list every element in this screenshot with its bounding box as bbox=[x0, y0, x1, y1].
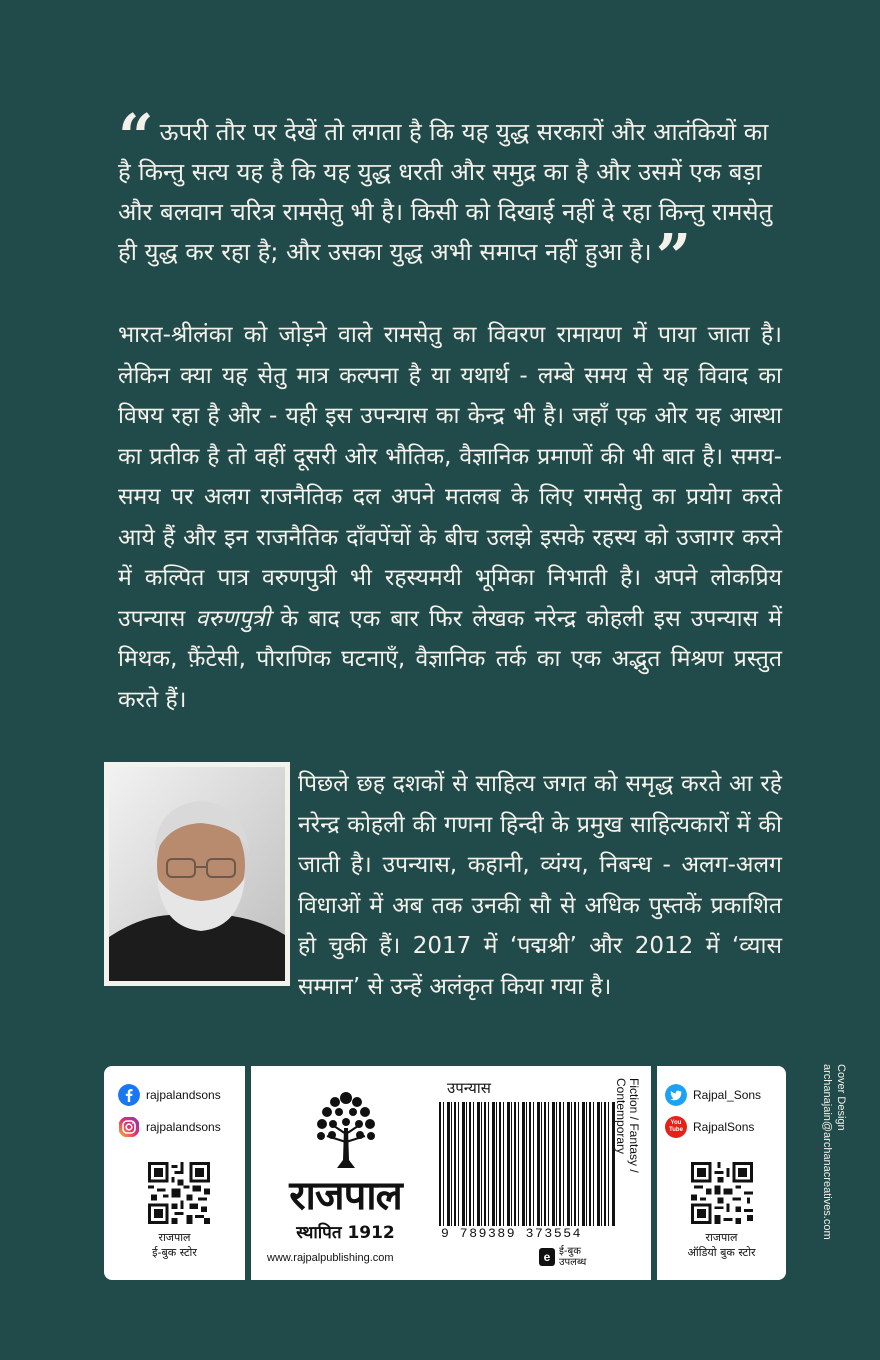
ebook-store-line1: राजपाल bbox=[158, 1231, 191, 1244]
publisher-website[interactable]: www.rajpalpublishing.com bbox=[267, 1252, 394, 1264]
twitter-handle[interactable] bbox=[665, 1084, 761, 1106]
youtube-label: RajpalSons bbox=[693, 1120, 755, 1134]
twitter-icon bbox=[665, 1084, 687, 1106]
audio-store-caption bbox=[657, 1230, 786, 1260]
instagram-handle[interactable] bbox=[118, 1116, 221, 1138]
ebook-line1: ई-बुक bbox=[559, 1246, 581, 1257]
social-panel-left bbox=[104, 1066, 245, 1280]
audio-store-line1: राजपाल bbox=[705, 1231, 738, 1244]
ebook-available-note bbox=[539, 1246, 586, 1268]
description-part2: के बाद एक बार फिर लेखक नरेन्द्र कोहली इस उपन्यास में मिथक, फ़ैंटेसी, पौराणिक घटनाएँ, वैज्ञानिक तर्क का एक अद्भुत मिश्रण प्रस्तुत करते हैं। bbox=[118, 605, 782, 713]
book-description bbox=[118, 315, 782, 720]
ebook-line2: उपलब्ध bbox=[559, 1257, 587, 1268]
credit-line1: Cover Design bbox=[835, 1064, 847, 1131]
isbn-digits: 9 789389 373554 bbox=[441, 1226, 583, 1241]
established-year: स्थापित 1912 bbox=[296, 1223, 395, 1243]
description-part1: भारत-श्रीलंका को जोड़ने वाले रामसेतु का विवरण रामायण में पाया जाता है। लेकिन क्या यह सेतु मात्र कल्पना है या यथार्थ - लम्बे समय से यह विवाद का विषय रहा है और - यही इस उपन्यास का केन्द्र भी है। जहाँ एक ओर यह आस्था का प्रतीक है तो वहीं दूसरी ओर भौतिक, वैज्ञानिक प्रमाणों की भी बात है। समय-समय पर अलग राजनैतिक दल अपने मतलब के लिए रामसेतु का प्रयोग करते आये हैं और इन राजनैतिक दाँवपेंचों के बीच उलझे इसके रहस्य को उजागर करने में कल्पित पात्र वरुणपुत्री भी रहस्यमयी भूमिका निभाती है। अपने लोकप्रिय उपन्यास bbox=[118, 322, 782, 632]
credit-line2[interactable]: archanajain@archanacreatives.com bbox=[821, 1064, 833, 1240]
social-panel-right bbox=[657, 1066, 786, 1280]
quote-text: ऊपरी तौर पर देखें तो लगता है कि यह युद्ध सरकारों और आतंकियों का है किन्तु सत्य यह है कि यह युद्ध धरती और समुद्र का है और उसमें एक बड़ा और बलवान चरित्र रामसेतु भी है। किसी को दिखाई नहीं दे रहा किन्तु रामसेतु ही युद्ध कर रहा है; और उसका युद्ध अभी समाप्त नहीं हुआ है। bbox=[118, 118, 773, 266]
genre-english: Fiction / Fantasy / Contemporary bbox=[614, 1078, 641, 1173]
close-quote-mark: ” bbox=[655, 220, 692, 293]
twitter-label: Rajpal_Sons bbox=[693, 1088, 762, 1102]
publisher-panel bbox=[251, 1066, 651, 1280]
pull-quote bbox=[118, 100, 778, 293]
cover-design-credit bbox=[818, 1064, 848, 1289]
facebook-handle[interactable] bbox=[118, 1084, 221, 1106]
youtube-icon: You Tube bbox=[665, 1116, 687, 1138]
ebook-store-caption bbox=[104, 1230, 245, 1260]
audio-store-line2: ऑडियो बुक स्टोर bbox=[687, 1246, 756, 1259]
italic-book-title: वरुणपुत्री bbox=[195, 605, 271, 632]
genre-hindi: उपन्यास bbox=[447, 1079, 491, 1097]
ebook-store-qr-code[interactable] bbox=[148, 1162, 210, 1224]
tree-logo-icon bbox=[313, 1084, 379, 1174]
facebook-label: rajpalandsons bbox=[146, 1088, 221, 1102]
author-photo bbox=[109, 767, 285, 981]
isbn-barcode bbox=[439, 1102, 615, 1226]
facebook-icon bbox=[118, 1084, 140, 1106]
youtube-handle[interactable] bbox=[665, 1116, 754, 1138]
author-photo-frame bbox=[104, 762, 290, 986]
publisher-logo-text: राजपाल bbox=[289, 1173, 402, 1219]
instagram-label: rajpalandsons bbox=[146, 1120, 221, 1134]
author-bio: पिछले छह दशकों से साहित्य जगत को समृद्ध करते आ रहे नरेन्द्र कोहली की गणना हिन्दी के प्रमुख साहित्यकारों में की जाती है। उपन्यास, कहानी, व्यंग्य, निबन्ध - अलग-अलग विधाओं में अब तक उनकी सौ से अधिक पुस्तकें प्रकाशित हो चुकी हैं। 2017 में ‘पद्मश्री’ और 2012 में ‘व्यास सम्मान’ से उन्हें अलंकृत किया गया है। bbox=[298, 771, 782, 1000]
ebook-badge-icon: e bbox=[539, 1248, 555, 1266]
audio-store-qr-code[interactable] bbox=[691, 1162, 753, 1224]
instagram-icon bbox=[118, 1116, 140, 1138]
ebook-store-line2: ई-बुक स्टोर bbox=[152, 1246, 197, 1259]
open-quote-mark: “ bbox=[118, 100, 154, 173]
